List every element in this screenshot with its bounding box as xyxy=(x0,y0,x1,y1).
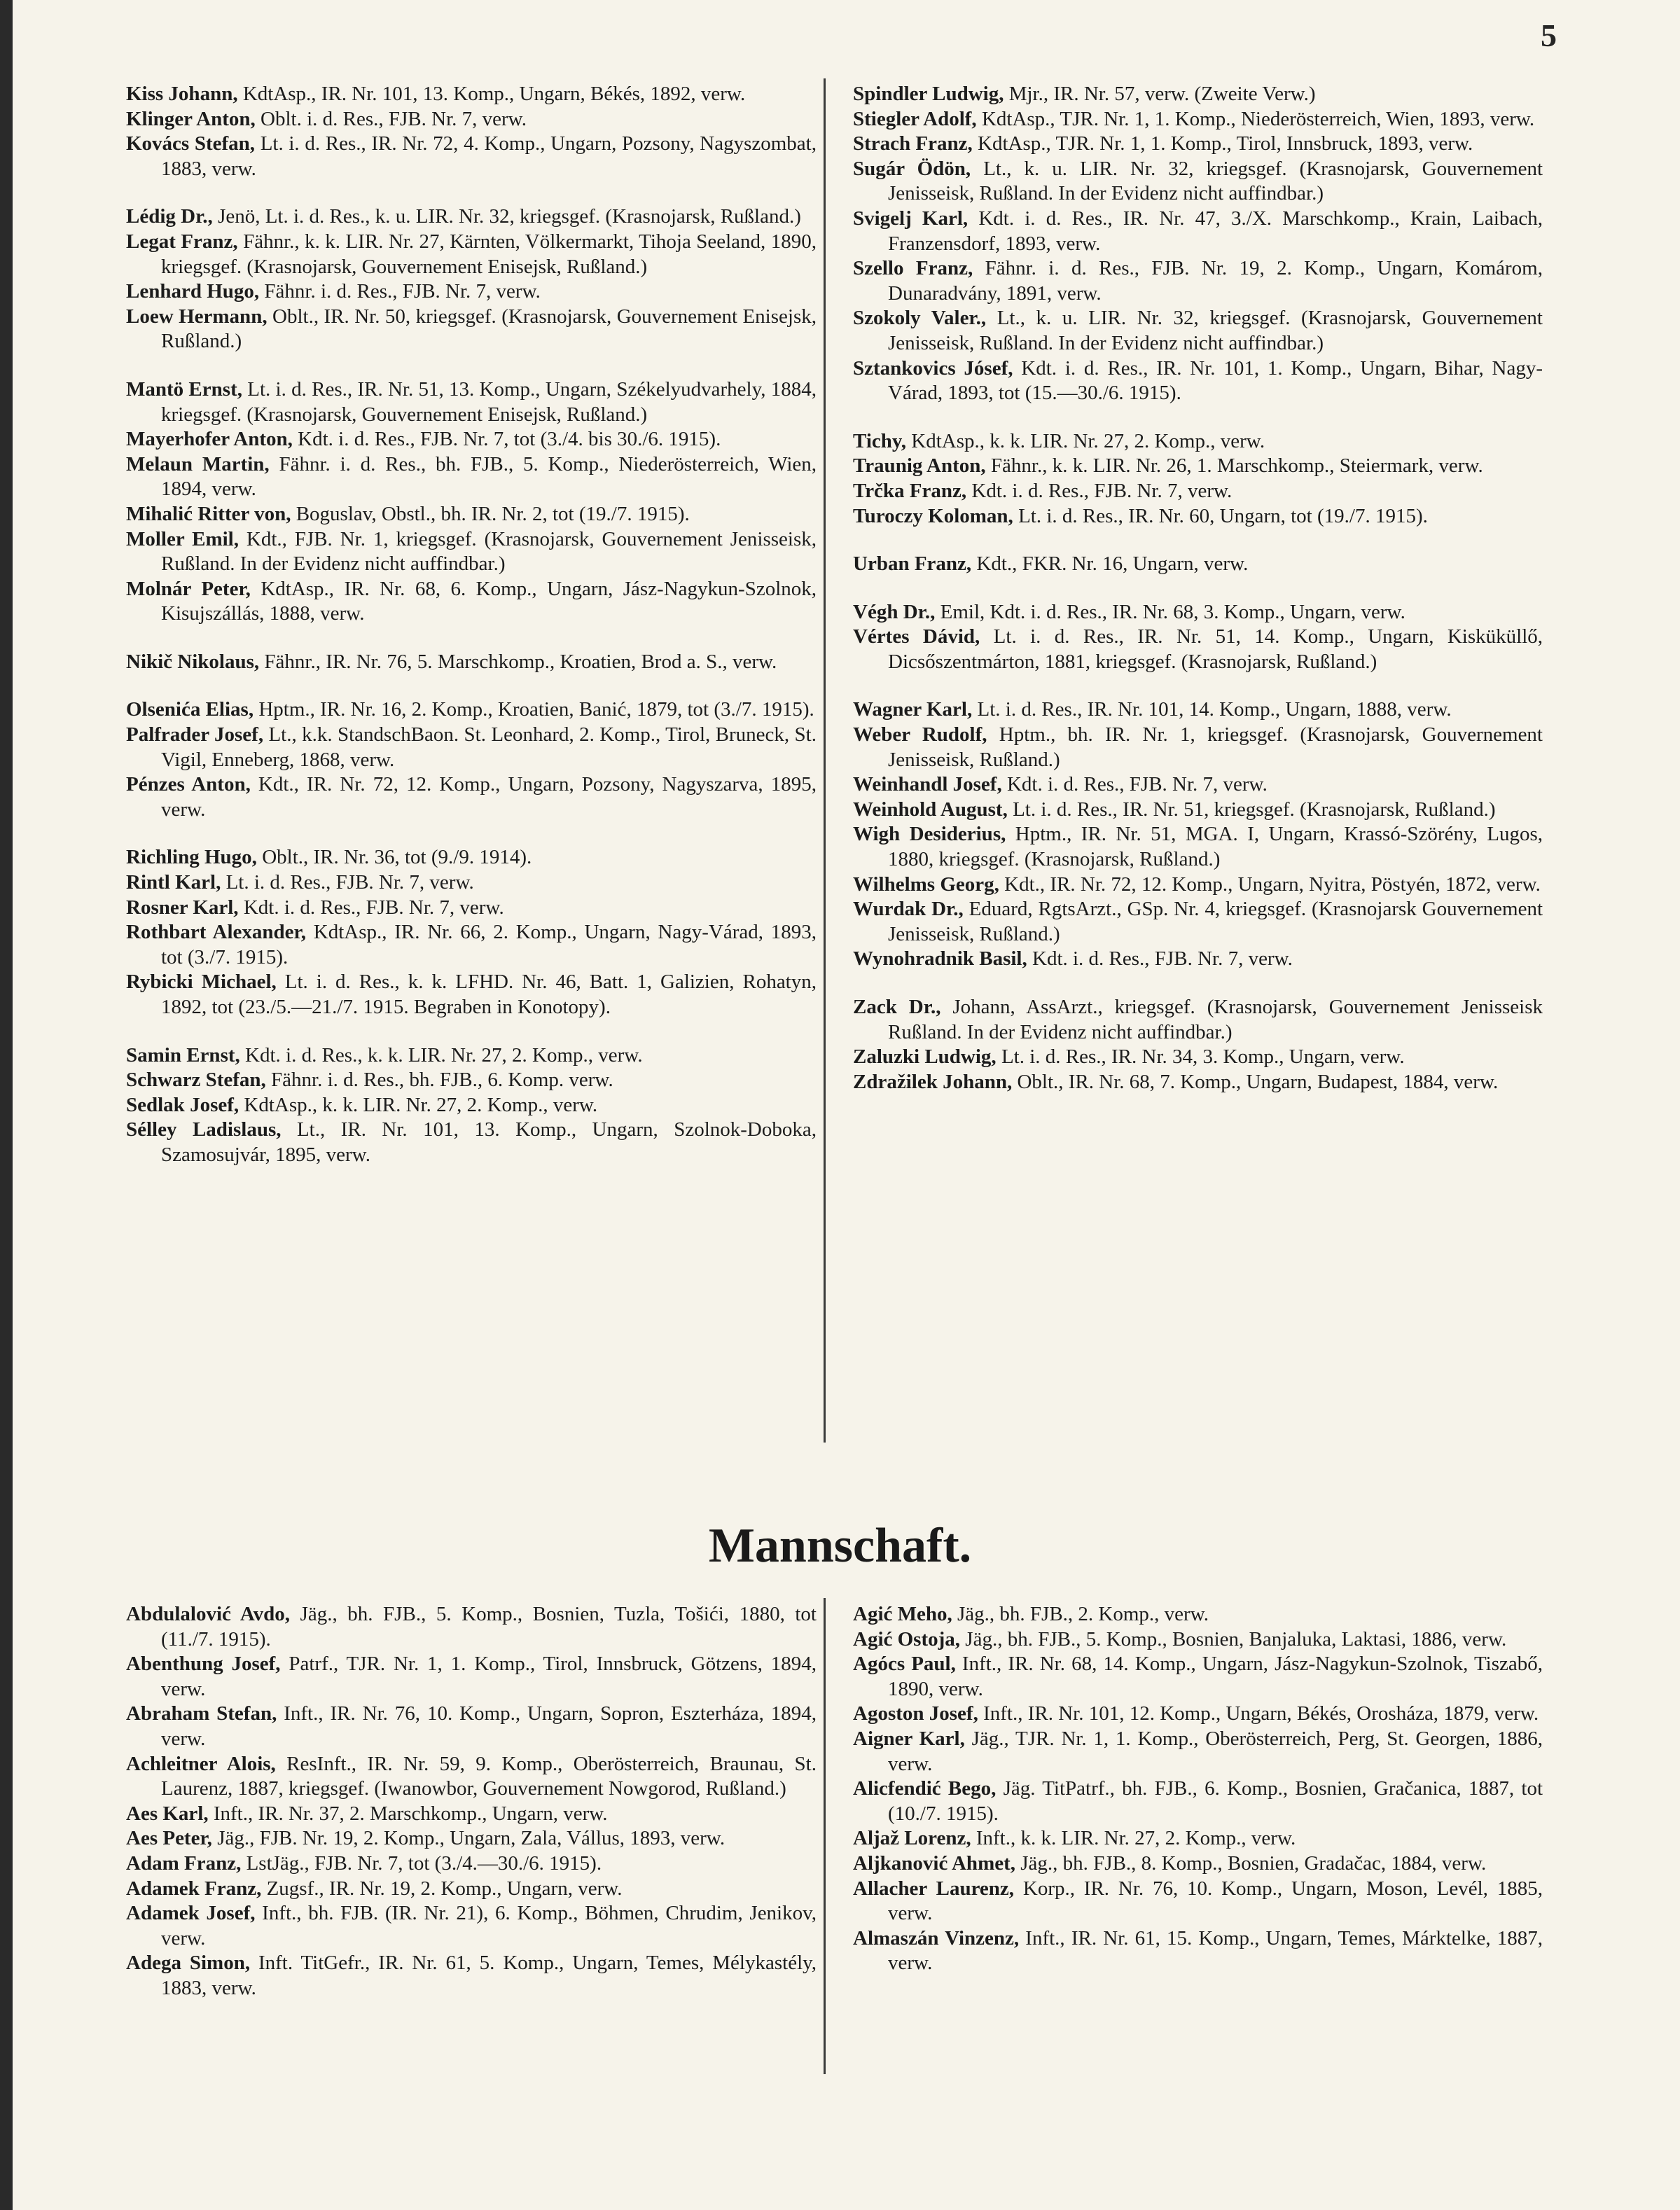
entry-details: Fähnr., IR. Nr. 76, 5. Marschkomp., Kroatien, Brod a. S., verw. xyxy=(259,650,777,673)
register-entry xyxy=(126,427,817,452)
entry-details: Inft., k. k. LIR. Nr. 27, 2. Komp., verw. xyxy=(971,1827,1296,1850)
entry-details: KdtAsp., TJR. Nr. 1, 1. Komp., Tirol, Innsbruck, 1893, verw. xyxy=(972,132,1473,155)
register-entry xyxy=(126,1951,817,2001)
entry-details: Oblt., IR. Nr. 36, tot (9./9. 1914). xyxy=(256,846,532,869)
register-entry xyxy=(853,822,1543,872)
entry-details: Lt. i. d. Res., IR. Nr. 60, Ungarn, tot (19./7. 1915). xyxy=(1013,504,1428,527)
entry-name: Traunig Anton, xyxy=(853,454,986,478)
section-title: Mannschaft. xyxy=(708,1519,972,1573)
register-entry xyxy=(853,798,1543,823)
entry-name: Mantö Ernst, xyxy=(126,377,242,401)
register-entry xyxy=(126,204,817,230)
register-entry xyxy=(853,306,1543,356)
officers-left-column xyxy=(126,82,817,1168)
entry-details: KdtAsp., TJR. Nr. 1, 1. Komp., Niederösterreich, Wien, 1893, verw. xyxy=(976,107,1535,130)
entry-details: Oblt., IR. Nr. 68, 7. Komp., Ungarn, Budapest, 1884, verw. xyxy=(1012,1070,1499,1093)
entry-name: Szokoly Valer., xyxy=(853,307,987,330)
entry-name: Palfrader Josef, xyxy=(126,723,264,746)
enlisted-right-column xyxy=(853,1602,1543,1976)
register-entry xyxy=(126,870,817,896)
register-entry xyxy=(126,970,817,1020)
entry-name: Wurdak Dr., xyxy=(853,898,964,921)
entry-name: Svigelj Karl, xyxy=(853,207,969,230)
entry-details: Inft. TitGefr., IR. Nr. 61, 5. Komp., Ungarn, Temes, Mélykastély, 1883, verw. xyxy=(161,1952,817,1999)
entry-name: Adamek Josef, xyxy=(126,1902,256,1925)
entry-details: Jäg., bh. FJB., 8. Komp., Bosnien, Gradačac, 1884, verw. xyxy=(1015,1851,1487,1875)
register-entry xyxy=(126,1802,817,1827)
entry-details: Fähnr., k. k. LIR. Nr. 26, 1. Marschkomp., Steiermark, verw. xyxy=(985,454,1483,478)
register-entry xyxy=(126,1826,817,1851)
entry-details: Kdt., IR. Nr. 72, 12. Komp., Ungarn, Nyitra, Pöstyén, 1872, verw. xyxy=(999,873,1541,896)
entry-name: Richling Hugo, xyxy=(126,846,257,869)
register-entry xyxy=(126,1068,817,1093)
entry-details: Kdt. i. d. Res., FJB. Nr. 7, tot (3./4. bis 30./6. 1915). xyxy=(292,428,721,451)
entry-name: Abenthung Josef, xyxy=(126,1653,281,1676)
entry-name: Spindler Ludwig, xyxy=(853,83,1004,105)
entry-name: Aes Peter, xyxy=(126,1827,212,1850)
entry-details: Inft., IR. Nr. 76, 10. Komp., Ungarn, Sopron, Eszterháza, 1894, verw. xyxy=(161,1702,817,1750)
register-entry xyxy=(853,772,1543,798)
entry-name: Adamek Franz, xyxy=(126,1877,262,1900)
entry-details: Jäg., bh. FJB., 5. Komp., Bosnien, Banjaluka, Laktasi, 1886, verw. xyxy=(960,1627,1507,1650)
entry-name: Weber Rudolf, xyxy=(853,723,987,746)
entry-details: Oblt., IR. Nr. 50, kriegsgef. (Krasnojarsk, Gouvernement Enisejsk, Rußland.) xyxy=(161,305,817,353)
entry-details: Lt. i. d. Res., IR. Nr. 51, 14. Komp., Ungarn, Kisküküllő, Dicsőszentmárton, 1881, kriegsgef. (Krasnojarsk, Rußland.) xyxy=(888,625,1543,673)
column-divider-top xyxy=(824,78,826,1443)
register-entry xyxy=(126,1602,817,1652)
entry-name: Abdulalović Avdo, xyxy=(126,1603,290,1625)
entry-name: Aes Karl, xyxy=(126,1802,209,1825)
register-entry xyxy=(853,873,1543,898)
register-entry xyxy=(126,1901,817,1951)
entry-details: Lt. i. d. Res., k. k. LFHD. Nr. 46, Batt. 1, Galizien, Rohatyn, 1892, tot (23./5.—21./7. 1915. Begraben in Konotopy). xyxy=(161,971,817,1018)
entry-details: Kdt. i. d. Res., IR. Nr. 47, 3./X. Marschkomp., Krain, Laibach, Franzensdorf, 1893, verw. xyxy=(888,207,1543,255)
entry-details: Patrf., TJR. Nr. 1, 1. Komp., Tirol, Innsbruck, Götzens, 1894, verw. xyxy=(161,1653,817,1700)
entry-name: Mihalić Ritter von, xyxy=(126,502,291,525)
entry-name: Lenhard Hugo, xyxy=(126,280,260,303)
entry-name: Agoston Josef, xyxy=(853,1702,978,1725)
register-entry xyxy=(853,1652,1543,1702)
officers-right-column xyxy=(853,82,1543,1094)
register-entry xyxy=(853,256,1543,306)
entry-name: Olsenića Elias, xyxy=(126,698,254,721)
register-entry xyxy=(126,527,817,577)
entry-details: Lt. i. d. Res., IR. Nr. 51, kriegsgef. (Krasnojarsk, Rußland.) xyxy=(1007,798,1496,821)
register-entry xyxy=(126,230,817,279)
entry-name: Sélley Ladislaus, xyxy=(126,1118,282,1141)
register-entry xyxy=(853,1877,1543,1926)
register-entry xyxy=(126,1043,817,1069)
register-entry xyxy=(853,132,1543,157)
entry-name: Trčka Franz, xyxy=(853,479,967,502)
entry-name: Sztankovics Jósef, xyxy=(853,356,1013,380)
entry-details: Eduard, RgtsArzt., GSp. Nr. 4, kriegsgef. (Krasnojarsk Gouvernement Jenisseisk, Rußland.) xyxy=(888,898,1543,945)
page-number: 5 xyxy=(1541,18,1557,53)
entry-name: Sedlak Josef, xyxy=(126,1093,239,1116)
entry-details: Jäg., bh. FJB., 5. Komp., Bosnien, Tuzla, Tošići, 1880, tot (11./7. 1915). xyxy=(161,1603,817,1650)
entry-details: Zugsf., IR. Nr. 19, 2. Komp., Ungarn, verw. xyxy=(261,1877,623,1900)
entry-details: Inft., IR. Nr. 68, 14. Komp., Ungarn, Jász-Nagykun-Szolnok, Tiszabő, 1890, verw. xyxy=(888,1653,1543,1700)
register-entry xyxy=(853,552,1543,577)
register-entry xyxy=(853,207,1543,256)
entry-details: Boguslav, Obstl., bh. IR. Nr. 2, tot (19./7. 1915). xyxy=(291,502,690,525)
register-entry xyxy=(126,845,817,870)
entry-name: Végh Dr., xyxy=(853,600,936,623)
register-entry xyxy=(853,82,1543,107)
register-entry xyxy=(853,1627,1543,1653)
entry-name: Urban Franz, xyxy=(853,552,972,576)
entry-details: Lt. i. d. Res., IR. Nr. 101, 14. Komp., Ungarn, 1888, verw. xyxy=(972,698,1452,721)
entry-name: Weinhandl Josef, xyxy=(853,773,1002,796)
entry-details: Kdt. i. d. Res., k. k. LIR. Nr. 27, 2. Komp., verw. xyxy=(239,1043,643,1066)
entry-details: Kdt., FKR. Nr. 16, Ungarn, verw. xyxy=(971,552,1249,576)
entry-details: KdtAsp., IR. Nr. 101, 13. Komp., Ungarn, Békés, 1892, verw. xyxy=(237,83,746,105)
entry-details: Jäg., FJB. Nr. 19, 2. Komp., Ungarn, Zala, Vállus, 1893, verw. xyxy=(211,1827,726,1850)
entry-name: Kiss Johann, xyxy=(126,83,238,105)
register-entry xyxy=(126,305,817,354)
register-entry xyxy=(126,377,817,427)
entry-name: Adam Franz, xyxy=(126,1851,242,1875)
register-entry xyxy=(853,600,1543,625)
entry-name: Adega Simon, xyxy=(126,1952,251,1975)
entry-name: Agócs Paul, xyxy=(853,1653,956,1676)
entry-name: Allacher Laurenz, xyxy=(853,1877,1015,1900)
entry-name: Zdražilek Johann, xyxy=(853,1070,1013,1093)
entry-name: Nikič Nikolaus, xyxy=(126,650,260,673)
entry-name: Pénzes Anton, xyxy=(126,773,251,796)
entry-details: Hptm., bh. IR. Nr. 1, kriegsgef. (Krasnojarsk, Gouvernement Jenisseisk, Rußland.) xyxy=(888,723,1543,771)
entry-details: Fähnr. i. d. Res., FJB. Nr. 7, verw. xyxy=(259,280,541,303)
entry-details: Inft., bh. FJB. (IR. Nr. 21), 6. Komp., Böhmen, Chrudim, Jenikov, verw. xyxy=(161,1902,817,1950)
entry-details: Fähnr. i. d. Res., FJB. Nr. 19, 2. Komp., Ungarn, Komárom, Dunaradvány, 1891, verw. xyxy=(888,257,1543,305)
entry-details: Jäg. TitPatrf., bh. FJB., 6. Komp., Bosnien, Gračanica, 1887, tot (10./7. 1915). xyxy=(888,1777,1543,1825)
register-entry xyxy=(126,896,817,921)
register-entry xyxy=(853,429,1543,454)
entry-name: Abraham Stefan, xyxy=(126,1702,277,1725)
entry-name: Achleitner Alois, xyxy=(126,1752,276,1775)
register-entry xyxy=(126,650,817,675)
register-entry xyxy=(853,1777,1543,1826)
register-entry xyxy=(126,1702,817,1751)
register-entry xyxy=(126,772,817,822)
entry-name: Strach Franz, xyxy=(853,132,973,155)
register-entry xyxy=(853,454,1543,479)
entry-details: Jäg., bh. FJB., 2. Komp., verw. xyxy=(952,1603,1209,1625)
entry-name: Molnár Peter, xyxy=(126,577,251,600)
entry-details: Kdt. i. d. Res., FJB. Nr. 7, verw. xyxy=(1001,773,1268,796)
entry-name: Mayerhofer Anton, xyxy=(126,428,293,451)
register-entry xyxy=(853,1727,1543,1777)
register-entry xyxy=(853,1602,1543,1627)
entry-name: Sugár Ödön, xyxy=(853,157,971,180)
entry-details: Korp., IR. Nr. 76, 10. Komp., Ungarn, Moson, Levél, 1885, verw. xyxy=(888,1877,1543,1925)
entry-name: Aljaž Lorenz, xyxy=(853,1827,971,1850)
entry-details: Lt. i. d. Res., FJB. Nr. 7, verw. xyxy=(221,871,474,894)
entry-details: KdtAsp., IR. Nr. 66, 2. Komp., Ungarn, Nagy-Várad, 1893, tot (3./7. 1915). xyxy=(161,921,817,968)
entry-details: Kdt. i. d. Res., IR. Nr. 101, 1. Komp., Ungarn, Bihar, Nagy-Várad, 1893, tot (15.—30./6. 1915). xyxy=(888,356,1543,405)
register-entry xyxy=(126,723,817,772)
entry-name: Wilhelms Georg, xyxy=(853,873,999,896)
entry-name: Rybicki Michael, xyxy=(126,971,277,994)
entry-name: Wagner Karl, xyxy=(853,698,973,721)
register-entry xyxy=(853,479,1543,504)
entry-name: Rintl Karl, xyxy=(126,871,221,894)
entry-details: Fähnr. i. d. Res., bh. FJB., 6. Komp. verw. xyxy=(265,1069,613,1092)
register-entry xyxy=(126,1752,817,1802)
entry-name: Zack Dr., xyxy=(853,996,941,1018)
entry-details: Johann, AssArzt., kriegsgef. (Krasnojarsk, Gouvernement Jenisseisk Rußland. In der Evidenz nicht auffindbar.) xyxy=(888,996,1543,1043)
entry-details: ResInft., IR. Nr. 59, 9. Komp., Oberösterreich, Braunau, St. Laurenz, 1887, kriegsgef. (Iwanowbor, Gouvernement Nowgorod, Rußland.) xyxy=(161,1752,817,1800)
entry-details: Inft., IR. Nr. 37, 2. Marschkomp., Ungarn, verw. xyxy=(208,1802,608,1825)
register-entry xyxy=(853,995,1543,1045)
register-entry xyxy=(126,279,817,305)
register-entry xyxy=(126,82,817,107)
entry-name: Agić Meho, xyxy=(853,1603,952,1625)
entry-details: KdtAsp., IR. Nr. 68, 6. Komp., Ungarn, Jász-Nagykun-Szolnok, Kisujszállás, 1888, verw. xyxy=(161,577,817,625)
entry-details: Lt., k. u. LIR. Nr. 32, kriegsgef. (Krasnojarsk, Gouvernement Jenisseisk, Rußland. In der Evidenz nicht auffindbar.) xyxy=(888,157,1543,205)
entry-name: Vértes Dávid, xyxy=(853,625,980,648)
register-entry xyxy=(853,723,1543,772)
entry-details: Lt., k.k. StandschBaon. St. Leonhard, 2. Komp., Tirol, Bruneck, St. Vigil, Enneberg, 1868, verw. xyxy=(161,723,817,771)
register-entry xyxy=(126,577,817,627)
register-entry xyxy=(853,897,1543,947)
register-entry xyxy=(853,356,1543,406)
entry-details: Mjr., IR. Nr. 57, verw. (Zweite Verw.) xyxy=(1004,83,1316,105)
entry-details: Kdt. i. d. Res., FJB. Nr. 7, verw. xyxy=(238,896,504,919)
entry-name: Schwarz Stefan, xyxy=(126,1069,266,1092)
entry-details: Kdt., FJB. Nr. 1, kriegsgef. (Krasnojarsk, Gouvernement Jenisseisk, Rußland. In der Evidenz nicht auffindbar.) xyxy=(161,527,817,576)
register-entry xyxy=(853,947,1543,972)
register-entry xyxy=(126,1093,817,1118)
entry-details: KdtAsp., k. k. LIR. Nr. 27, 2. Komp., verw. xyxy=(239,1093,598,1116)
entry-details: Emil, Kdt. i. d. Res., IR. Nr. 68, 3. Komp., Ungarn, verw. xyxy=(935,600,1405,623)
entry-name: Almaszán Vinzenz, xyxy=(853,1926,1020,1950)
entry-details: Fähnr., k. k. LIR. Nr. 27, Kärnten, Völkermarkt, Tihoja Seeland, 1890, kriegsgef. (Krasnojarsk, Gouvernement Enisejsk, Rußland.) xyxy=(161,230,817,278)
register-entry xyxy=(853,1702,1543,1727)
entry-name: Turoczy Koloman, xyxy=(853,504,1013,527)
register-entry xyxy=(126,1118,817,1167)
entry-name: Wynohradnik Basil, xyxy=(853,947,1027,971)
entry-details: Lt. i. d. Res., IR. Nr. 72, 4. Komp., Ungarn, Pozsony, Nagyszombat, 1883, verw. xyxy=(161,132,817,180)
register-entry xyxy=(126,1877,817,1902)
entry-name: Kovács Stefan, xyxy=(126,132,256,155)
entry-name: Moller Emil, xyxy=(126,527,239,550)
entry-name: Weinhold August, xyxy=(853,798,1008,821)
entry-name: Stiegler Adolf, xyxy=(853,107,977,130)
entry-name: Rosner Karl, xyxy=(126,896,239,919)
register-entry xyxy=(126,1652,817,1702)
entry-details: Hptm., IR. Nr. 51, MGA. I, Ungarn, Krassó-Szörény, Lugos, 1880, kriegsgef. (Krasnojarsk, Rußland.) xyxy=(888,823,1543,871)
entry-name: Aigner Karl, xyxy=(853,1727,965,1750)
entry-name: Tichy, xyxy=(853,429,907,452)
entry-name: Wigh Desiderius, xyxy=(853,823,1006,846)
entry-details: Kdt. i. d. Res., FJB. Nr. 7, verw. xyxy=(966,479,1233,502)
entry-name: Legat Franz, xyxy=(126,230,238,253)
entry-details: LstJäg., FJB. Nr. 7, tot (3./4.—30./6. 1915). xyxy=(241,1851,602,1875)
entry-details: Lt. i. d. Res., IR. Nr. 51, 13. Komp., Ungarn, Székelyudvarhely, 1884, kriegsgef. (Krasnojarsk, Gouvernement Enisejsk, Rußland.) xyxy=(161,377,817,426)
register-entry xyxy=(126,697,817,723)
register-entry xyxy=(126,452,817,502)
entry-details: Fähnr. i. d. Res., bh. FJB., 5. Komp., Niederösterreich, Wien, 1894, verw. xyxy=(161,452,817,501)
register-entry xyxy=(853,157,1543,207)
entry-name: Alicfendić Bego, xyxy=(853,1777,997,1800)
register-entry xyxy=(126,502,817,527)
entry-details: Inft., IR. Nr. 101, 12. Komp., Ungarn, Békés, Orosháza, 1879, verw. xyxy=(978,1702,1539,1725)
register-entry xyxy=(853,697,1543,723)
register-entry xyxy=(853,1826,1543,1851)
column-divider-bottom xyxy=(824,1598,826,2074)
register-entry xyxy=(853,1851,1543,1877)
entry-details: Lt., IR. Nr. 101, 13. Komp., Ungarn, Szolnok-Doboka, Szamosujvár, 1895, verw. xyxy=(161,1118,817,1166)
register-entry xyxy=(126,920,817,970)
entry-details: Lt., k. u. LIR. Nr. 32, kriegsgef. (Krasnojarsk, Gouvernement Jenisseisk, Rußland. In der Evidenz nicht auffindbar.) xyxy=(888,307,1543,354)
register-entry xyxy=(853,1045,1543,1070)
register-entry xyxy=(853,1070,1543,1095)
entry-name: Szello Franz, xyxy=(853,257,973,280)
register-entry xyxy=(126,132,817,181)
entry-name: Melaun Martin, xyxy=(126,452,270,475)
entry-details: Oblt. i. d. Res., FJB. Nr. 7, verw. xyxy=(255,107,527,130)
register-entry xyxy=(126,107,817,132)
entry-name: Klinger Anton, xyxy=(126,107,256,130)
entry-name: Loew Hermann, xyxy=(126,305,268,328)
register-entry xyxy=(853,107,1543,132)
scan-edge-shadow xyxy=(0,0,13,2210)
entry-details: Jäg., TJR. Nr. 1, 1. Komp., Oberösterreich, Perg, St. Georgen, 1886, verw. xyxy=(888,1727,1543,1775)
entry-details: Inft., IR. Nr. 61, 15. Komp., Ungarn, Temes, Márktelke, 1887, verw. xyxy=(888,1926,1543,1975)
entry-details: Kdt., IR. Nr. 72, 12. Komp., Ungarn, Pozsony, Nagyszarva, 1895, verw. xyxy=(161,773,817,821)
entry-name: Rothbart Alexander, xyxy=(126,921,306,944)
entry-details: Jenö, Lt. i. d. Res., k. u. LIR. Nr. 32, kriegsgef. (Krasnojarsk, Rußland.) xyxy=(212,205,801,228)
entry-name: Samin Ernst, xyxy=(126,1043,240,1066)
register-entry xyxy=(853,625,1543,674)
entry-details: Hptm., IR. Nr. 16, 2. Komp., Kroatien, Banić, 1879, tot (3./7. 1915). xyxy=(254,698,814,721)
register-entry xyxy=(853,504,1543,529)
entry-name: Agić Ostoja, xyxy=(853,1627,961,1650)
enlisted-left-column xyxy=(126,1602,817,2001)
entry-details: KdtAsp., k. k. LIR. Nr. 27, 2. Komp., verw. xyxy=(906,429,1265,452)
register-entry xyxy=(126,1851,817,1877)
entry-name: Zaluzki Ludwig, xyxy=(853,1045,997,1069)
entry-name: Lédig Dr., xyxy=(126,205,213,228)
entry-details: Kdt. i. d. Res., FJB. Nr. 7, verw. xyxy=(1027,947,1293,971)
register-entry xyxy=(853,1926,1543,1976)
entry-name: Aljkanović Ahmet, xyxy=(853,1851,1015,1875)
entry-details: Lt. i. d. Res., IR. Nr. 34, 3. Komp., Ungarn, verw. xyxy=(996,1045,1405,1069)
